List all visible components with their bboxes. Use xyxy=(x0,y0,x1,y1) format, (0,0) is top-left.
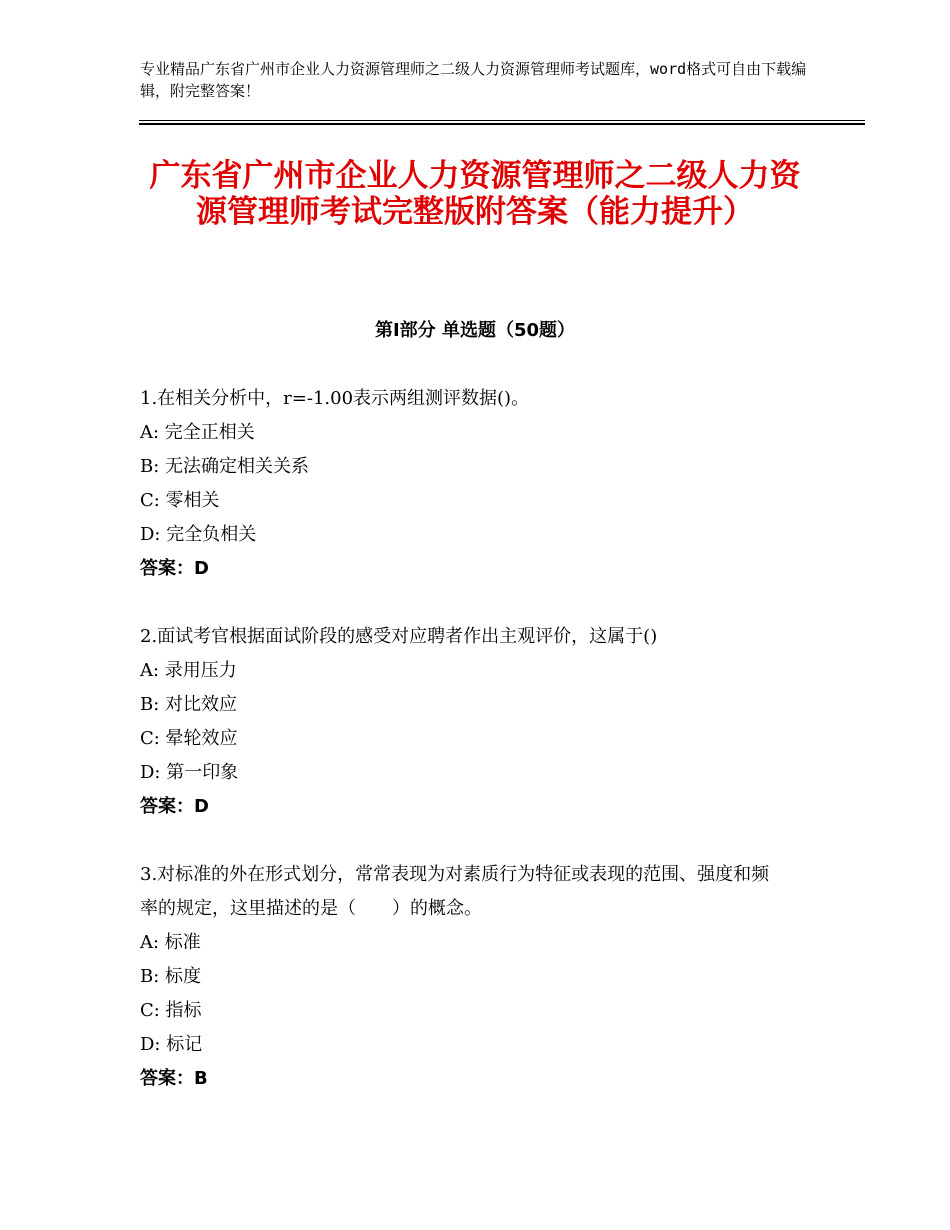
header-note: 专业精品广东省广州市企业人力资源管理师之二级人力资源管理师考试题库，word格式可自由下载编辑，附完整答案！ xyxy=(140,60,807,100)
option-a: A: 标准 xyxy=(140,932,201,953)
option-d: D: 第一印象 xyxy=(140,762,239,783)
question-2 xyxy=(140,620,780,824)
option-a: A: 完全正相关 xyxy=(140,422,255,443)
option-b: B: 标度 xyxy=(140,966,202,987)
document-title: 广东省广州市企业人力资源管理师之二级人力资源管理师考试完整版附答案（能力提升） xyxy=(149,158,801,230)
answer: 答案：D xyxy=(140,796,209,817)
question-3 xyxy=(140,858,780,1096)
option-b: B: 无法确定相关关系 xyxy=(140,456,310,477)
answer: 答案：B xyxy=(140,1068,208,1089)
question-stem: 3.对标准的外在形式划分，常常表现为对素质行为特征或表现的范围、强度和频率的规定，这里描述的是（ ）的概念。 xyxy=(140,864,770,919)
option-d: D: 完全负相关 xyxy=(140,524,257,545)
question-stem: 2.面试考官根据面试阶段的感受对应聘者作出主观评价，这属于() xyxy=(140,626,658,647)
option-c: C: 零相关 xyxy=(140,490,220,511)
answer: 答案：D xyxy=(140,558,209,579)
option-b: B: 对比效应 xyxy=(140,694,238,715)
question-list xyxy=(140,382,780,1130)
question-1 xyxy=(140,382,780,586)
option-c: C: 指标 xyxy=(140,1000,202,1021)
option-a: A: 录用压力 xyxy=(140,660,237,681)
question-stem: 1.在相关分析中，r=-1.00表示两组测评数据()。 xyxy=(140,388,530,409)
option-d: D: 标记 xyxy=(140,1034,203,1055)
option-c: C: 晕轮效应 xyxy=(140,728,238,749)
section-title: 第Ⅰ部分 单选题（50题） xyxy=(374,320,575,341)
header-divider xyxy=(139,120,865,125)
